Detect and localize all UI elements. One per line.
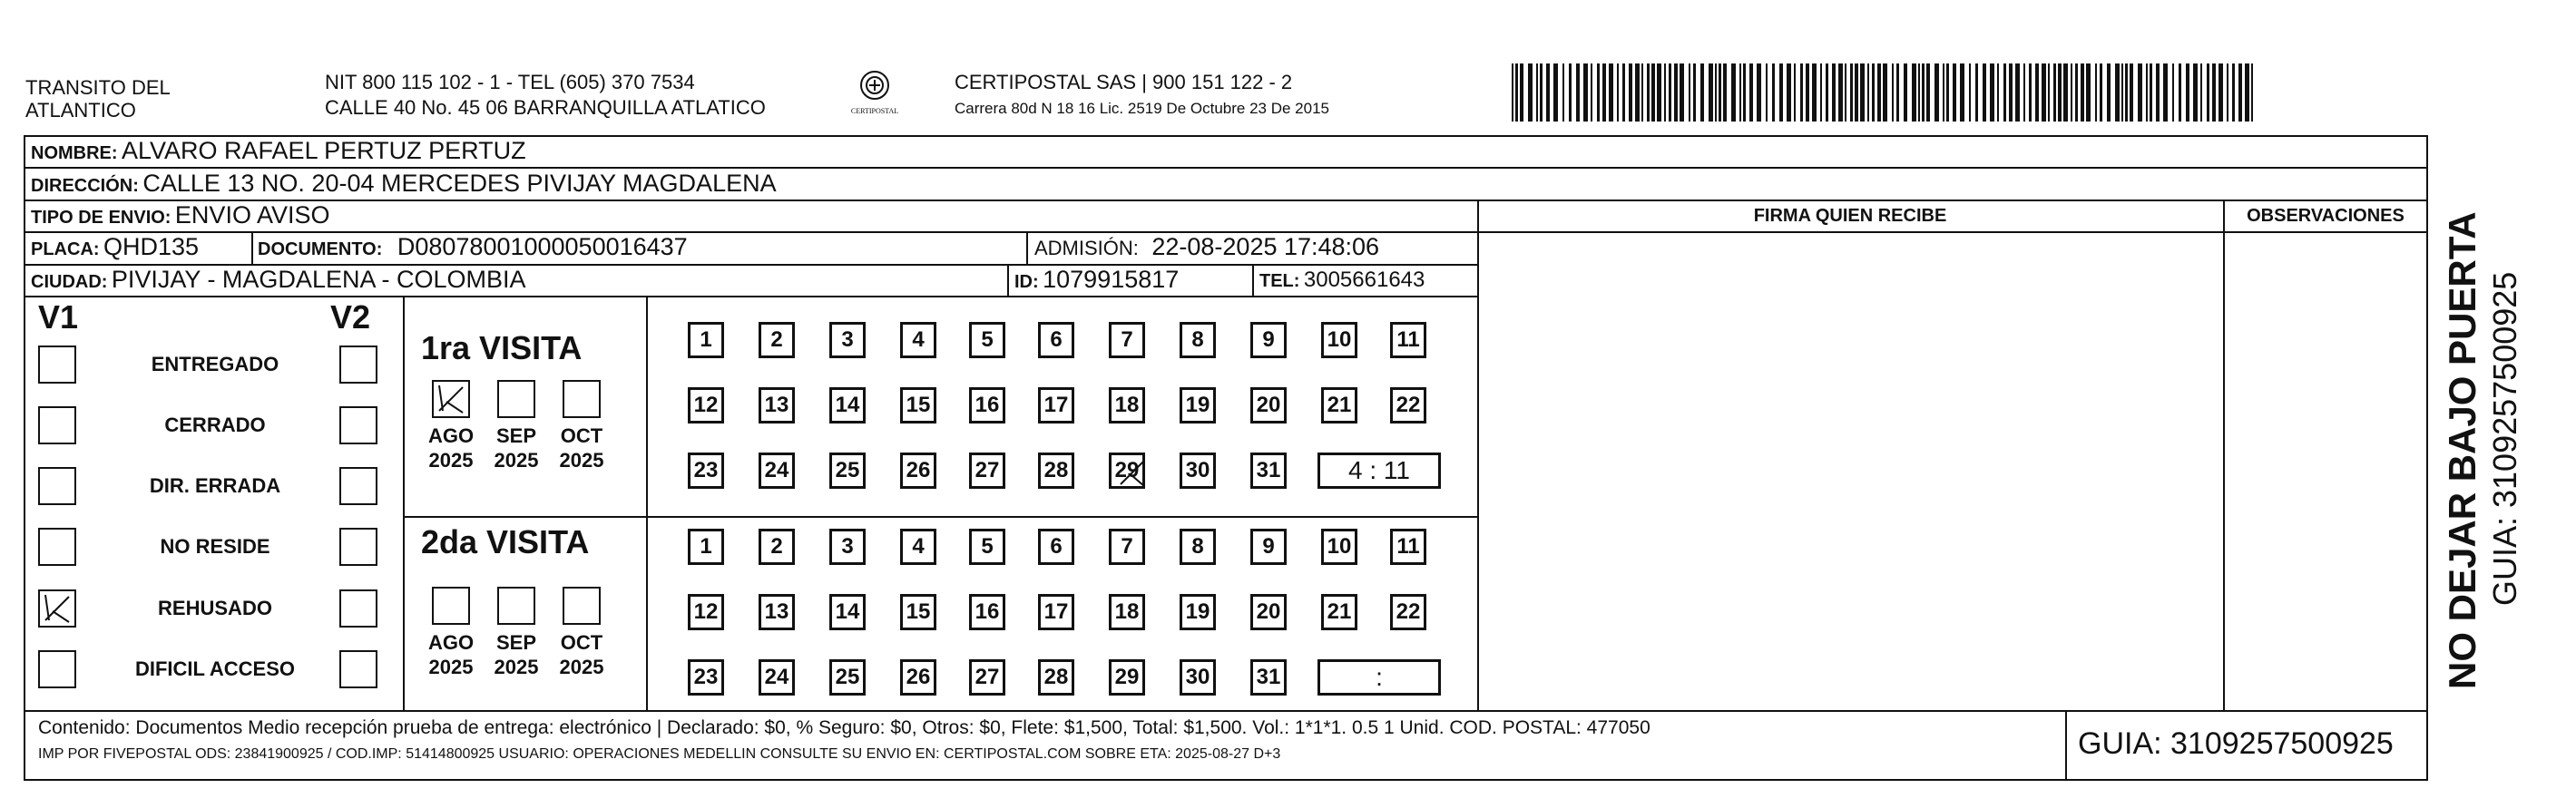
barcode-bar (1641, 63, 1643, 122)
day-box[interactable]: 13 (759, 594, 795, 630)
month-label (419, 423, 483, 472)
barcode-bar (2156, 63, 2160, 122)
barcode-bar (1926, 63, 1930, 122)
month-year: 2025 (428, 449, 474, 472)
day-box[interactable]: 29 (1109, 659, 1145, 696)
month-label (550, 423, 613, 472)
barcode-bar (2107, 63, 2111, 122)
barcode-bar (1826, 63, 1828, 122)
barcode-bar (1953, 63, 1956, 122)
barcode-bar (1892, 63, 1894, 122)
day-box[interactable]: 21 (1321, 594, 1357, 630)
barcode-bar (1597, 63, 1600, 122)
day-box[interactable]: 29 (1109, 453, 1145, 489)
barcode-bar (1975, 63, 1978, 122)
day-box[interactable]: 26 (900, 659, 936, 696)
id-value: 1079915817 (1043, 266, 1180, 293)
barcode-bar (1787, 63, 1791, 122)
barcode-bar (2163, 63, 2168, 122)
barcode-bar (1591, 63, 1592, 122)
barcode-bar (2218, 63, 2223, 122)
day-box[interactable]: 18 (1109, 387, 1145, 423)
v2-checkbox[interactable] (339, 589, 377, 628)
v2-checkbox[interactable] (339, 346, 377, 384)
day-box[interactable]: 8 (1180, 529, 1216, 565)
side-guia: GUIA: 3109257500925 (2486, 271, 2523, 606)
barcode-bar (2200, 63, 2202, 122)
footer-guia: GUIA: 3109257500925 (2078, 726, 2394, 761)
day-box[interactable]: 9 (1250, 529, 1287, 565)
day-box[interactable]: 1 (688, 322, 724, 358)
barcode-bar (2238, 63, 2242, 122)
month-year: 2025 (559, 656, 604, 678)
barcode-bar (1749, 63, 1753, 122)
city-cell (31, 266, 526, 294)
sender-line-2: ATLANTICO (25, 99, 136, 122)
barcode-bar (1562, 63, 1564, 122)
day-box[interactable]: 12 (688, 387, 724, 423)
day-box[interactable]: 30 (1180, 659, 1216, 696)
courier-license: Carrera 80d N 18 16 Lic. 2519 De Octubre 23 De 2015 (955, 100, 1329, 117)
recipient-address: CALLE 13 NO. 20-04 MERCEDES PIVIJAY MAGDALENA (142, 170, 777, 197)
day-box[interactable]: 2 (759, 529, 795, 565)
barcode-bar (2100, 63, 2102, 122)
day-box[interactable]: 23 (688, 659, 724, 696)
status-label: NO RESIDE (160, 535, 270, 558)
day-box[interactable]: 19 (1180, 594, 1216, 630)
barcode-bar (2075, 63, 2078, 122)
barcode-bar (2003, 63, 2006, 122)
city-value: PIVIJAY - MAGDALENA - COLOMBIA (111, 266, 526, 293)
month-name: AGO (427, 424, 475, 447)
day-box[interactable]: 17 (1038, 387, 1074, 423)
month-year: 2025 (559, 449, 604, 472)
month-checkbox[interactable] (563, 380, 601, 418)
recipient-name: ALVARO RAFAEL PERTUZ PERTUZ (122, 137, 526, 164)
barcode-bar (1743, 63, 1746, 122)
barcode-bar (1896, 63, 1899, 122)
day-box[interactable]: 11 (1390, 322, 1426, 358)
sender-address-line: CALLE 40 No. 45 06 BARRANQUILLA ATLATICO (325, 96, 766, 119)
barcode-bar (2071, 63, 2072, 122)
month-name: AGO (427, 631, 475, 654)
barcode-bar (2207, 63, 2209, 122)
delivery-form (24, 135, 2428, 781)
v1-checkbox[interactable] (38, 467, 76, 505)
month-year: 2025 (494, 656, 539, 678)
barcode-bar (2212, 63, 2216, 122)
barcode-bar (1739, 63, 1741, 122)
first-visit-title: 1ra VISITA (421, 329, 583, 366)
status-label: CERRADO (164, 414, 266, 436)
barcode-bar (2115, 63, 2120, 122)
barcode-bar (2227, 63, 2228, 122)
month-checkbox[interactable] (497, 380, 535, 418)
v2-checkbox[interactable] (339, 528, 377, 566)
barcode-bar (2125, 63, 2128, 122)
barcode-bar (1997, 63, 1999, 122)
id-cell (1014, 266, 1179, 294)
barcode-bar (1983, 63, 1986, 122)
barcode-bar (1528, 63, 1533, 122)
time-box[interactable]: : (1317, 659, 1441, 696)
barcode-bar (1693, 63, 1696, 122)
barcode-bar (1969, 63, 1971, 122)
address-label: DIRECCIÓN: (31, 176, 139, 196)
day-box[interactable]: 16 (969, 387, 1005, 423)
day-box[interactable]: 14 (829, 387, 866, 423)
day-box[interactable]: 15 (900, 387, 936, 423)
month-checkbox[interactable] (497, 587, 535, 625)
day-box[interactable]: 12 (688, 594, 724, 630)
barcode-bar (1845, 63, 1846, 122)
month-label (485, 630, 548, 679)
barcode-bar (1850, 63, 1853, 122)
admission-label: ADMISIÓN: (1034, 237, 1139, 259)
barcode-bar (1723, 63, 1727, 122)
v1-checkbox[interactable] (38, 406, 76, 444)
day-box[interactable]: 13 (759, 387, 795, 423)
barcode-bar (1872, 63, 1875, 122)
barcode-bar (1772, 63, 1775, 122)
barcode-bar (2245, 63, 2249, 122)
tel-label: TEL: (1259, 271, 1300, 291)
v1-label: V1 (38, 298, 79, 336)
barcode-bar (1657, 63, 1661, 122)
tel-cell (1259, 268, 1425, 293)
month-checkbox[interactable] (432, 587, 470, 625)
day-box[interactable]: 15 (900, 594, 936, 630)
barcode-bar (1664, 63, 1666, 122)
barcode-bar (1867, 63, 1869, 122)
day-box[interactable]: 21 (1321, 387, 1357, 423)
day-box[interactable]: 5 (969, 529, 1005, 565)
day-box[interactable]: 10 (1321, 529, 1357, 565)
signature-column-header: FIRMA QUIEN RECIBE (1753, 206, 1947, 226)
barcode-bar (2048, 63, 2050, 122)
barcode (1512, 63, 2256, 122)
v2-label: V2 (330, 298, 371, 336)
barcode-bar (2015, 63, 2020, 122)
barcode-bar (2042, 63, 2046, 122)
day-box[interactable]: 20 (1250, 594, 1287, 630)
barcode-bar (2029, 63, 2032, 122)
barcode-bar (1629, 63, 1632, 122)
sender-nit-line: NIT 800 115 102 - 1 - TEL (605) 370 7534 (325, 71, 695, 93)
recipient-address-row (31, 170, 777, 198)
v1-checkbox[interactable] (38, 650, 76, 688)
month-name: SEP (495, 424, 537, 447)
barcode-bar (1806, 63, 1809, 122)
barcode-bar (1674, 63, 1678, 122)
barcode-bar (1904, 63, 1907, 122)
id-label: ID: (1014, 272, 1039, 292)
day-box[interactable]: 19 (1180, 387, 1216, 423)
barcode-bar (2150, 63, 2152, 122)
shipment-type: ENVIO AVISO (174, 201, 330, 229)
city-label: CIUDAD: (31, 272, 108, 292)
barcode-bar (1731, 63, 1736, 122)
barcode-bar (1540, 63, 1543, 122)
logo-text: CERTIPOSTAL (850, 107, 899, 115)
barcode-bar (2023, 63, 2025, 122)
tel-value: 3005661643 (1303, 268, 1425, 292)
observations-column-header: OBSERVACIONES (2247, 206, 2405, 226)
barcode-bar (2172, 63, 2174, 122)
barcode-bar (1669, 63, 1671, 122)
month-label (550, 630, 613, 679)
day-box[interactable]: 20 (1250, 387, 1287, 423)
barcode-bar (1576, 63, 1580, 122)
sender-line-1: TRANSITO DEL (25, 76, 171, 99)
barcode-bar (2035, 63, 2039, 122)
month-name: OCT (560, 424, 603, 447)
month-name: OCT (560, 631, 603, 654)
barcode-bar (1934, 63, 1939, 122)
barcode-bar (1918, 63, 1920, 122)
barcode-bar (1689, 63, 1690, 122)
month-label (485, 423, 548, 472)
document-label: DOCUMENTO: (258, 239, 383, 259)
barcode-bar (2138, 63, 2142, 122)
admission-cell (1034, 233, 1379, 261)
barcode-graphic (1512, 63, 2256, 122)
type-label: TIPO DE ENVIO: (31, 208, 171, 228)
plate-cell (31, 233, 199, 261)
day-box[interactable]: 8 (1180, 322, 1216, 358)
barcode-bar (2179, 63, 2181, 122)
barcode-bar (2058, 63, 2062, 122)
admission-value: 22-08-2025 17:48:06 (1151, 233, 1380, 260)
name-label: NOMBRE: (31, 143, 118, 163)
day-box[interactable]: 28 (1038, 453, 1074, 489)
barcode-bar (2081, 63, 2084, 122)
barcode-bar (1635, 63, 1640, 122)
month-year: 2025 (494, 449, 539, 472)
document-cell (258, 233, 688, 261)
day-box[interactable]: 7 (1109, 322, 1145, 358)
barcode-bar (1990, 63, 1994, 122)
day-box[interactable]: 14 (829, 594, 866, 630)
v1-checkbox[interactable] (38, 528, 76, 566)
plate-value: QHD135 (103, 233, 200, 260)
day-box[interactable]: 11 (1390, 529, 1426, 565)
status-label: ENTREGADO (151, 353, 279, 375)
barcode-bar (2086, 63, 2091, 122)
day-box[interactable]: 25 (829, 453, 866, 489)
day-box[interactable]: 23 (688, 453, 724, 489)
day-box[interactable]: 7 (1109, 529, 1145, 565)
barcode-bar (2193, 63, 2198, 122)
day-box[interactable]: 25 (829, 659, 866, 696)
barcode-bar (1794, 63, 1796, 122)
day-box[interactable]: 27 (969, 453, 1005, 489)
day-box[interactable]: 22 (1390, 594, 1426, 630)
barcode-bar (1820, 63, 1822, 122)
recipient-name-row (31, 137, 526, 165)
barcode-bar (1515, 63, 1518, 122)
barcode-bar (1512, 63, 1513, 122)
barcode-bar (2186, 63, 2189, 122)
barcode-bar (1622, 63, 1625, 122)
barcode-bar (1922, 63, 1925, 122)
v2-checkbox[interactable] (339, 467, 377, 505)
barcode-bar (1617, 63, 1619, 122)
barcode-bar (1715, 63, 1717, 122)
day-box[interactable]: 18 (1109, 594, 1145, 630)
status-label: DIR. ERRADA (149, 474, 281, 497)
barcode-bar (1602, 63, 1606, 122)
barcode-bar (2009, 63, 2013, 122)
barcode-bar (1569, 63, 1572, 122)
barcode-bar (2095, 63, 2097, 122)
month-checkbox[interactable] (432, 380, 470, 418)
imp-line: IMP POR FIVEPOSTAL ODS: 23841900925 / COD.IMP: 51414800925 USUARIO: OPERACIONES MEDELLIN CONSULTE SU ENVIO EN: CERTIPOSTAL.COM SOBRE ETA: 2025-08-27 D+3 (38, 746, 1281, 762)
month-name: SEP (495, 631, 537, 654)
barcode-bar (2121, 63, 2123, 122)
v2-checkbox[interactable] (339, 650, 377, 688)
barcode-bar (1520, 63, 1523, 122)
barcode-bar (1719, 63, 1721, 122)
barcode-bar (2146, 63, 2148, 122)
time-box[interactable]: 4 : 11 (1317, 453, 1441, 489)
day-box[interactable]: 22 (1390, 387, 1426, 423)
content-line: Contenido: Documentos Medio recepción prueba de entrega: electrónico | Declarado: $0, % Seguro: $0, Otros: $0, Flete: $1,500, Total: $1,500. Vol.: 1*1*1. 0.5 1 Unid. COD. POSTAL: 477050 (38, 717, 1650, 738)
barcode-bar (1912, 63, 1916, 122)
barcode-bar (1651, 63, 1655, 122)
barcode-bar (1757, 63, 1761, 122)
barcode-bar (1860, 63, 1865, 122)
day-box[interactable]: 31 (1250, 453, 1287, 489)
v1-checkbox[interactable] (38, 589, 76, 628)
day-box[interactable]: 6 (1038, 529, 1074, 565)
barcode-bar (1779, 63, 1783, 122)
barcode-bar (1946, 63, 1949, 122)
barcode-bar (1883, 63, 1887, 122)
day-box[interactable]: 9 (1250, 322, 1287, 358)
day-box[interactable]: 10 (1321, 322, 1357, 358)
status-label: DIFICIL ACCESO (134, 657, 295, 680)
month-checkbox[interactable] (563, 587, 601, 625)
second-visit-title: 2da VISITA (421, 523, 590, 560)
no-dejar-bajo-puerta-notice: NO DEJAR BAJO PUERTA (2441, 211, 2483, 689)
sender-name (25, 76, 171, 122)
barcode-bar (1553, 63, 1558, 122)
day-box[interactable]: 1 (688, 529, 724, 565)
month-label (419, 630, 483, 679)
barcode-bar (1680, 63, 1684, 122)
barcode-bar (2053, 63, 2056, 122)
v1-checkbox[interactable] (38, 346, 76, 384)
barcode-bar (1647, 63, 1650, 122)
barcode-bar (1943, 63, 1944, 122)
barcode-bar (1832, 63, 1836, 122)
day-box[interactable]: 24 (759, 659, 795, 696)
document-value: D08078001000050016437 (397, 233, 688, 260)
certipostal-logo (842, 67, 907, 125)
day-box[interactable]: 30 (1180, 453, 1216, 489)
barcode-bar (1546, 63, 1550, 122)
plate-label: PLACA: (31, 239, 100, 259)
day-box[interactable]: 24 (759, 453, 795, 489)
barcode-bar (2232, 63, 2235, 122)
barcode-bar (1800, 63, 1803, 122)
day-box[interactable]: 31 (1250, 659, 1287, 696)
barcode-bar (1812, 63, 1817, 122)
barcode-bar (1766, 63, 1768, 122)
day-box[interactable]: 5 (969, 322, 1005, 358)
barcode-bar (1583, 63, 1588, 122)
day-box[interactable]: 4 (900, 529, 936, 565)
day-box[interactable]: 26 (900, 453, 936, 489)
logo-icon (842, 67, 907, 125)
barcode-bar (2251, 63, 2253, 122)
day-box[interactable]: 2 (759, 322, 795, 358)
v2-checkbox[interactable] (339, 406, 377, 444)
barcode-bar (1536, 63, 1538, 122)
courier-name: CERTIPOSTAL SAS | 900 151 122 - 2 (955, 71, 1293, 93)
barcode-bar (1700, 63, 1704, 122)
day-box[interactable]: 4 (900, 322, 936, 358)
barcode-bar (1838, 63, 1843, 122)
day-box[interactable]: 16 (969, 594, 1005, 630)
barcode-bar (1877, 63, 1881, 122)
barcode-bar (2063, 63, 2068, 122)
month-year: 2025 (428, 656, 474, 678)
day-box[interactable]: 3 (829, 322, 866, 358)
day-box[interactable]: 28 (1038, 659, 1074, 696)
day-box[interactable]: 3 (829, 529, 866, 565)
barcode-bar (1855, 63, 1858, 122)
status-label: REHUSADO (158, 597, 272, 619)
day-box[interactable]: 17 (1038, 594, 1074, 630)
barcode-bar (1709, 63, 1713, 122)
barcode-bar (1960, 63, 1964, 122)
shipment-type-row (31, 201, 329, 229)
barcode-bar (2130, 63, 2133, 122)
day-box[interactable]: 27 (969, 659, 1005, 696)
day-box[interactable]: 6 (1038, 322, 1074, 358)
barcode-bar (1609, 63, 1613, 122)
